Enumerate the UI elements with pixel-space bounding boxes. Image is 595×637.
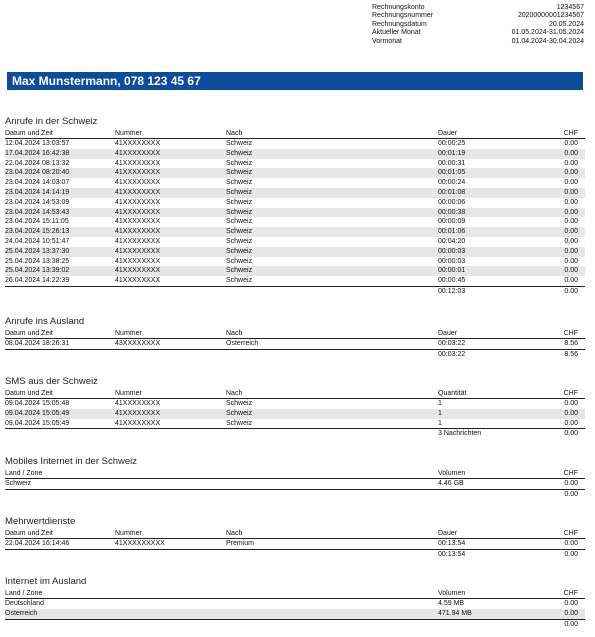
table-total-row — [5, 489, 585, 500]
cell: 41XXXXXXXX — [115, 419, 161, 427]
cell: 00:01:08 — [438, 188, 466, 196]
cell: CHF — [563, 130, 578, 137]
cell: Nach — [226, 330, 243, 337]
cell: 00:00:01 — [438, 267, 466, 275]
cell: Osterreich — [226, 340, 259, 347]
cell: Schweiz — [226, 409, 253, 417]
info-row — [372, 4, 584, 12]
cell: 00:13:54 — [438, 540, 466, 547]
cell — [226, 469, 438, 478]
cell — [226, 609, 438, 619]
info-row — [372, 38, 584, 46]
cell — [5, 287, 115, 297]
cell: 23.04.2024 14:53:09 — [5, 198, 70, 206]
cell: Schweiz — [226, 267, 253, 275]
cell — [115, 350, 226, 360]
cell: 00:01:06 — [438, 228, 466, 236]
cell: 41XXXXXXXX — [115, 198, 161, 206]
cell: 23.04.2024 15:26:13 — [5, 228, 70, 236]
cell: 41XXXXXXXX — [115, 257, 161, 265]
cell — [115, 469, 226, 478]
info-label: Aktueller Monat — [372, 29, 421, 37]
cell: Schweiz — [226, 228, 253, 236]
section-title: SMS aus der Schweiz — [5, 376, 98, 387]
cell — [226, 550, 438, 560]
table-header — [5, 529, 585, 539]
table-header — [5, 469, 585, 479]
cell: 0.00 — [564, 277, 578, 285]
section-3 — [5, 376, 585, 439]
cell — [226, 620, 438, 630]
section-title: Anrufe ins Ausland — [5, 316, 85, 327]
cell: Schweiz — [226, 159, 253, 167]
cell: 41XXXXXXXX — [115, 179, 161, 187]
cell: 41XXXXXXXX — [115, 237, 161, 245]
cell: Volumen — [438, 590, 466, 597]
cell: 0.00 — [564, 409, 578, 417]
cell: Land / Zone — [5, 470, 43, 477]
section-title: Mehrwertdienste — [5, 516, 76, 527]
cell: 43XXXXXXXX — [115, 340, 161, 347]
cell: 41XXXXXXXX — [115, 400, 161, 407]
cell: 41XXXXXXXX — [115, 208, 161, 216]
cell — [226, 429, 438, 439]
section-title: Anrufe in der Schweiz — [5, 116, 98, 127]
cell — [115, 599, 226, 609]
cell: Schweiz — [226, 140, 253, 147]
cell: 22.04.2024 08:13:32 — [5, 159, 70, 167]
table-row — [5, 409, 585, 419]
cell: 1 — [438, 409, 442, 417]
cell: Schweiz — [226, 198, 253, 206]
cell: 41XXXXXXXX — [115, 277, 161, 285]
cell: 0.00 — [564, 609, 578, 617]
section-title: Internet im Ausland — [5, 576, 87, 587]
cell: 25.04.2024 13:39:02 — [5, 267, 70, 275]
cell: 23.04.2024 14:14:19 — [5, 188, 70, 196]
cell: Schweiz — [226, 237, 253, 245]
cell: 00:01:05 — [438, 169, 466, 177]
cell: Nach — [226, 130, 243, 137]
table-total-row — [5, 286, 585, 297]
cell: 26.04.2024 14:22:39 — [5, 277, 70, 285]
info-value: 1234567 — [556, 4, 584, 11]
table-row — [5, 139, 585, 149]
table-row — [5, 609, 585, 619]
cell: Nummer — [115, 130, 142, 137]
section-1 — [5, 116, 585, 296]
cell: 00:03:22 — [438, 340, 466, 347]
cell: 00:00:38 — [438, 208, 466, 216]
cell: 41XXXXXXXXX — [115, 540, 165, 547]
section-4 — [5, 456, 585, 499]
cell: 41XXXXXXXX — [115, 149, 161, 157]
cell: 09.04.2024 15:05:48 — [5, 400, 70, 407]
cell: 0.00 — [564, 257, 578, 265]
cell: 0.00 — [564, 287, 578, 295]
cell: 00:00:24 — [438, 179, 466, 187]
cell: 00:00:31 — [438, 159, 466, 167]
cell: Schweiz — [226, 208, 253, 216]
cell: 0.00 — [564, 198, 578, 206]
table-row — [5, 339, 585, 349]
info-row — [372, 29, 584, 37]
cell — [226, 490, 438, 500]
cell: Deutschland — [5, 600, 44, 607]
cell: 00:00:06 — [438, 198, 466, 206]
cell: 41XXXXXXXX — [115, 169, 161, 177]
cell: Premium — [226, 540, 255, 547]
cell — [226, 479, 438, 489]
table-row — [5, 178, 585, 188]
cell: 0.00 — [564, 490, 578, 498]
cell: 471.94 MB — [438, 609, 472, 617]
info-value: 20.05.2024 — [548, 20, 584, 28]
cell: Schweiz — [226, 400, 253, 407]
table-row — [5, 217, 585, 227]
customer-banner: Max Munstermann, 078 123 45 67 — [7, 72, 583, 90]
cell — [5, 620, 115, 630]
cell — [115, 589, 226, 598]
cell: 8.56 — [564, 350, 578, 358]
cell: 23.04.2024 08:20:40 — [5, 169, 70, 177]
cell: Schweiz — [226, 169, 253, 177]
table-total-row — [5, 619, 585, 630]
cell: Schweiz — [226, 149, 253, 157]
cell: 0.00 — [564, 247, 578, 255]
info-label: Vormonat — [372, 37, 402, 45]
info-value: 20200000001234567 — [517, 12, 584, 20]
cell: 0.00 — [564, 228, 578, 236]
table-header — [5, 389, 585, 399]
cell: 0.00 — [564, 267, 578, 275]
table-row — [5, 399, 585, 409]
table-row — [5, 208, 585, 218]
cell: 00:12:03 — [438, 287, 466, 295]
cell: CHF — [563, 330, 578, 337]
cell: 23.04.2024 14:03:07 — [5, 179, 70, 187]
info-row — [372, 21, 584, 29]
cell: 41XXXXXXXX — [115, 140, 161, 147]
table-header — [5, 589, 585, 599]
cell: Nach — [226, 390, 243, 397]
cell: 00:00:25 — [438, 140, 466, 147]
cell: 00:00:03 — [438, 257, 466, 265]
cell: 09.04.2024 15:05:49 — [5, 419, 70, 427]
table-row — [5, 188, 585, 198]
cell — [438, 620, 533, 630]
cell — [5, 550, 115, 560]
cell: Schweiz — [226, 247, 253, 255]
cell: 0.00 — [564, 208, 578, 216]
cell: Schweiz — [226, 419, 253, 427]
cell: Schweiz — [226, 218, 253, 226]
info-label: Rechnungsnummer — [372, 12, 434, 20]
table-row — [5, 419, 585, 429]
cell — [115, 287, 226, 297]
cell: 41XXXXXXXX — [115, 409, 161, 417]
cell — [226, 599, 438, 609]
cell: Schweiz — [226, 179, 253, 187]
cell: Schweiz — [5, 480, 32, 487]
cell: 0.00 — [564, 159, 578, 167]
table-row — [5, 479, 585, 489]
cell: 09.04.2024 15:05:49 — [5, 409, 70, 417]
cell: 00:00:03 — [438, 247, 466, 255]
table-row — [5, 266, 585, 276]
cell: 0.00 — [564, 600, 578, 607]
table-header — [5, 329, 585, 339]
cell: 00:04:20 — [438, 237, 466, 245]
cell: 0.00 — [564, 188, 578, 196]
cell: 41XXXXXXXX — [115, 228, 161, 236]
cell: Nummer — [115, 390, 142, 397]
cell: 3 Nachrichten — [438, 430, 482, 438]
table-row — [5, 247, 585, 257]
cell — [226, 350, 438, 360]
cell: 24.04.2024 10:51:47 — [5, 237, 70, 245]
cell: 00:13:54 — [438, 550, 466, 558]
cell: Land / Zone — [5, 590, 43, 597]
cell: 41XXXXXXXX — [115, 159, 161, 167]
cell: Datum und Zeit — [5, 330, 53, 337]
section-5 — [5, 516, 585, 559]
cell: 00:00:09 — [438, 218, 466, 226]
cell: Volumen — [438, 470, 466, 477]
cell: Schweiz — [226, 257, 253, 265]
cell: CHF — [563, 470, 578, 477]
cell: Dauer — [438, 530, 458, 537]
table-row — [5, 539, 585, 549]
table-row — [5, 159, 585, 169]
cell: 1 — [438, 419, 442, 427]
cell — [5, 490, 115, 500]
cell: Dauer — [438, 330, 458, 337]
table-row — [5, 276, 585, 286]
cell: 17.04.2024 16:42:38 — [5, 149, 70, 157]
cell — [115, 490, 226, 500]
cell: 41XXXXXXXX — [115, 247, 161, 255]
cell: 0.00 — [564, 550, 578, 558]
cell: 23.04.2024 15:11:05 — [5, 218, 69, 226]
info-value: 01.04.2024-30.04.2024 — [511, 37, 584, 45]
section-2 — [5, 316, 585, 359]
cell: 0.00 — [564, 430, 578, 438]
info-value: 01.05.2024-31.05.2024 — [511, 29, 584, 37]
cell: 12.04.2024 13:03:57 — [5, 140, 70, 147]
table-total-row — [5, 349, 585, 360]
table-row — [5, 198, 585, 208]
cell: 1 — [438, 400, 442, 407]
cell — [115, 550, 226, 560]
table-row — [5, 599, 585, 609]
cell: 4.46 GB — [438, 480, 464, 487]
cell: Datum und Zeit — [5, 390, 53, 397]
cell — [438, 490, 533, 500]
table-row — [5, 149, 585, 159]
cell: Datum und Zeit — [5, 130, 53, 137]
cell: CHF — [563, 530, 578, 537]
table-row — [5, 257, 585, 267]
cell: Nach — [226, 530, 243, 537]
cell: 0.00 — [564, 218, 578, 226]
cell — [115, 609, 226, 619]
cell — [5, 429, 115, 439]
cell: 25.04.2024 13:37:30 — [5, 247, 70, 255]
cell: Datum und Zeit — [5, 530, 53, 537]
cell: Nummer — [115, 530, 142, 537]
cell: 22.04.2024 16:14:46 — [5, 540, 70, 547]
cell: Osterreich — [5, 609, 38, 617]
cell: 0.00 — [564, 419, 578, 427]
cell — [115, 429, 226, 439]
cell: 41XXXXXXXX — [115, 218, 161, 226]
cell: Nummer — [115, 330, 142, 337]
section-title: Mobiles Internet in der Schweiz — [5, 456, 138, 467]
table-header — [5, 129, 585, 139]
table-row — [5, 237, 585, 247]
cell: Schweiz — [226, 277, 253, 285]
cell: 0.00 — [564, 179, 578, 187]
cell: 00:00:45 — [438, 277, 466, 285]
cell: CHF — [563, 590, 578, 597]
cell: 41XXXXXXXX — [115, 267, 161, 275]
cell: Quantität — [438, 390, 467, 397]
cell: 00:03:22 — [438, 350, 466, 358]
cell — [115, 479, 226, 489]
cell: 4.59 MB — [438, 600, 465, 607]
cell — [5, 350, 115, 360]
cell: 08.04.2024 18:26:31 — [5, 340, 70, 347]
cell: 0.00 — [564, 149, 578, 157]
table-total-row — [5, 428, 585, 439]
cell: 00:01:19 — [438, 149, 466, 157]
cell: 0.00 — [564, 400, 578, 407]
table-total-row — [5, 549, 585, 560]
cell: 0.00 — [564, 480, 578, 487]
table-row — [5, 168, 585, 178]
cell — [115, 620, 226, 630]
info-row — [372, 12, 584, 20]
invoice-header-info — [372, 4, 584, 46]
cell: 41XXXXXXXX — [115, 188, 161, 196]
cell — [226, 287, 438, 297]
cell — [226, 589, 438, 598]
cell: 0.00 — [564, 169, 578, 177]
cell: CHF — [563, 390, 578, 397]
cell: 8.56 — [564, 340, 578, 347]
cell: 0.00 — [564, 140, 578, 147]
info-label: Rechnungsdatum — [372, 20, 427, 28]
info-label: Rechnungskonto — [372, 4, 425, 11]
cell: 23.04.2024 14:53:43 — [5, 208, 70, 216]
cell: Dauer — [438, 130, 458, 137]
cell: Schweiz — [226, 188, 253, 196]
cell: 0.00 — [564, 620, 578, 628]
cell: 0.00 — [564, 540, 578, 547]
table-row — [5, 227, 585, 237]
cell: 0.00 — [564, 237, 578, 245]
cell: 25.04.2024 13:38:25 — [5, 257, 70, 265]
section-6 — [5, 576, 585, 629]
